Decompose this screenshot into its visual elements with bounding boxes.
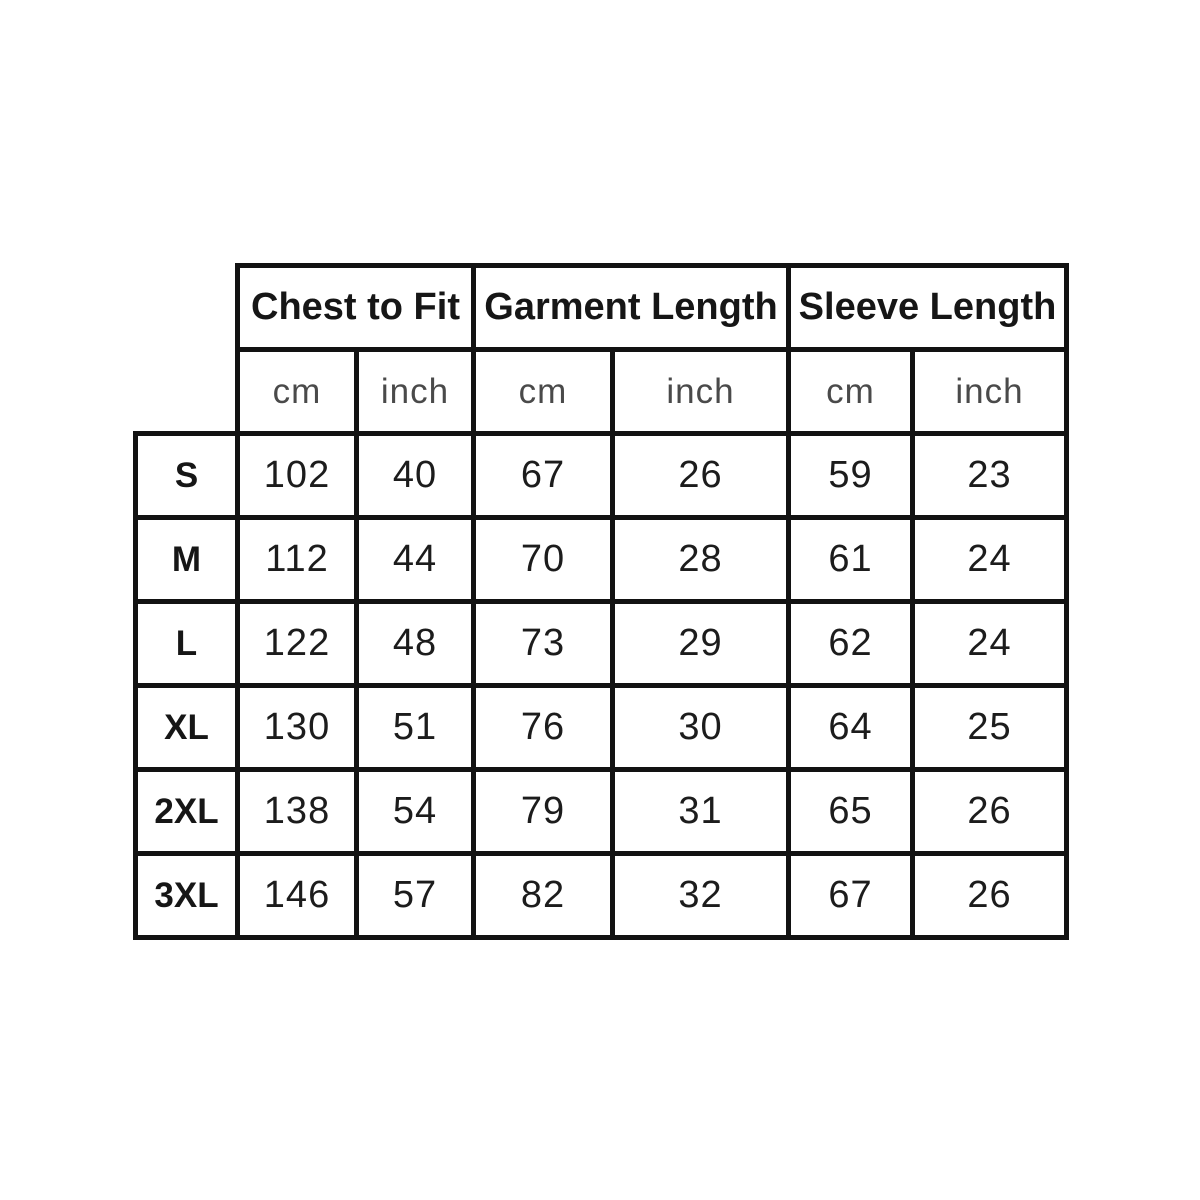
table-row-2xl	[136, 770, 1067, 854]
value-cell: 24	[913, 518, 1067, 602]
unit-header-chest-inch: inch	[357, 350, 474, 434]
spacer-cell	[136, 350, 238, 434]
table-row-m	[136, 518, 1067, 602]
value-cell: 23	[913, 434, 1067, 518]
size-label: 2XL	[136, 770, 238, 854]
table-row-l	[136, 602, 1067, 686]
unit-header-garment-cm: cm	[474, 350, 613, 434]
table-row-s	[136, 434, 1067, 518]
size-label: XL	[136, 686, 238, 770]
unit-header-sleeve-cm: cm	[789, 350, 913, 434]
group-header-chest-to-fit: Chest to Fit	[238, 266, 474, 350]
value-cell: 24	[913, 602, 1067, 686]
value-cell: 31	[613, 770, 789, 854]
value-cell: 67	[789, 854, 913, 938]
unit-header-garment-inch: inch	[613, 350, 789, 434]
value-cell: 29	[613, 602, 789, 686]
value-cell: 130	[238, 686, 357, 770]
value-cell: 26	[613, 434, 789, 518]
value-cell: 102	[238, 434, 357, 518]
group-header-row	[136, 266, 1067, 350]
value-cell: 76	[474, 686, 613, 770]
value-cell: 61	[789, 518, 913, 602]
unit-header-row	[136, 350, 1067, 434]
value-cell: 65	[789, 770, 913, 854]
value-cell: 30	[613, 686, 789, 770]
value-cell: 73	[474, 602, 613, 686]
size-label: 3XL	[136, 854, 238, 938]
unit-header-chest-cm: cm	[238, 350, 357, 434]
value-cell: 40	[357, 434, 474, 518]
value-cell: 51	[357, 686, 474, 770]
value-cell: 25	[913, 686, 1067, 770]
value-cell: 54	[357, 770, 474, 854]
group-header-garment-length: Garment Length	[474, 266, 789, 350]
value-cell: 28	[613, 518, 789, 602]
table-row-3xl	[136, 854, 1067, 938]
value-cell: 32	[613, 854, 789, 938]
spacer-cell	[136, 266, 238, 350]
size-chart-table	[133, 263, 1069, 940]
size-label: L	[136, 602, 238, 686]
value-cell: 70	[474, 518, 613, 602]
value-cell: 64	[789, 686, 913, 770]
value-cell: 138	[238, 770, 357, 854]
value-cell: 146	[238, 854, 357, 938]
unit-header-sleeve-inch: inch	[913, 350, 1067, 434]
value-cell: 122	[238, 602, 357, 686]
size-label: S	[136, 434, 238, 518]
value-cell: 48	[357, 602, 474, 686]
value-cell: 67	[474, 434, 613, 518]
value-cell: 44	[357, 518, 474, 602]
group-header-sleeve-length: Sleeve Length	[789, 266, 1067, 350]
value-cell: 82	[474, 854, 613, 938]
table-row-xl	[136, 686, 1067, 770]
value-cell: 62	[789, 602, 913, 686]
value-cell: 57	[357, 854, 474, 938]
value-cell: 26	[913, 770, 1067, 854]
value-cell: 59	[789, 434, 913, 518]
value-cell: 112	[238, 518, 357, 602]
value-cell: 79	[474, 770, 613, 854]
value-cell: 26	[913, 854, 1067, 938]
size-label: M	[136, 518, 238, 602]
